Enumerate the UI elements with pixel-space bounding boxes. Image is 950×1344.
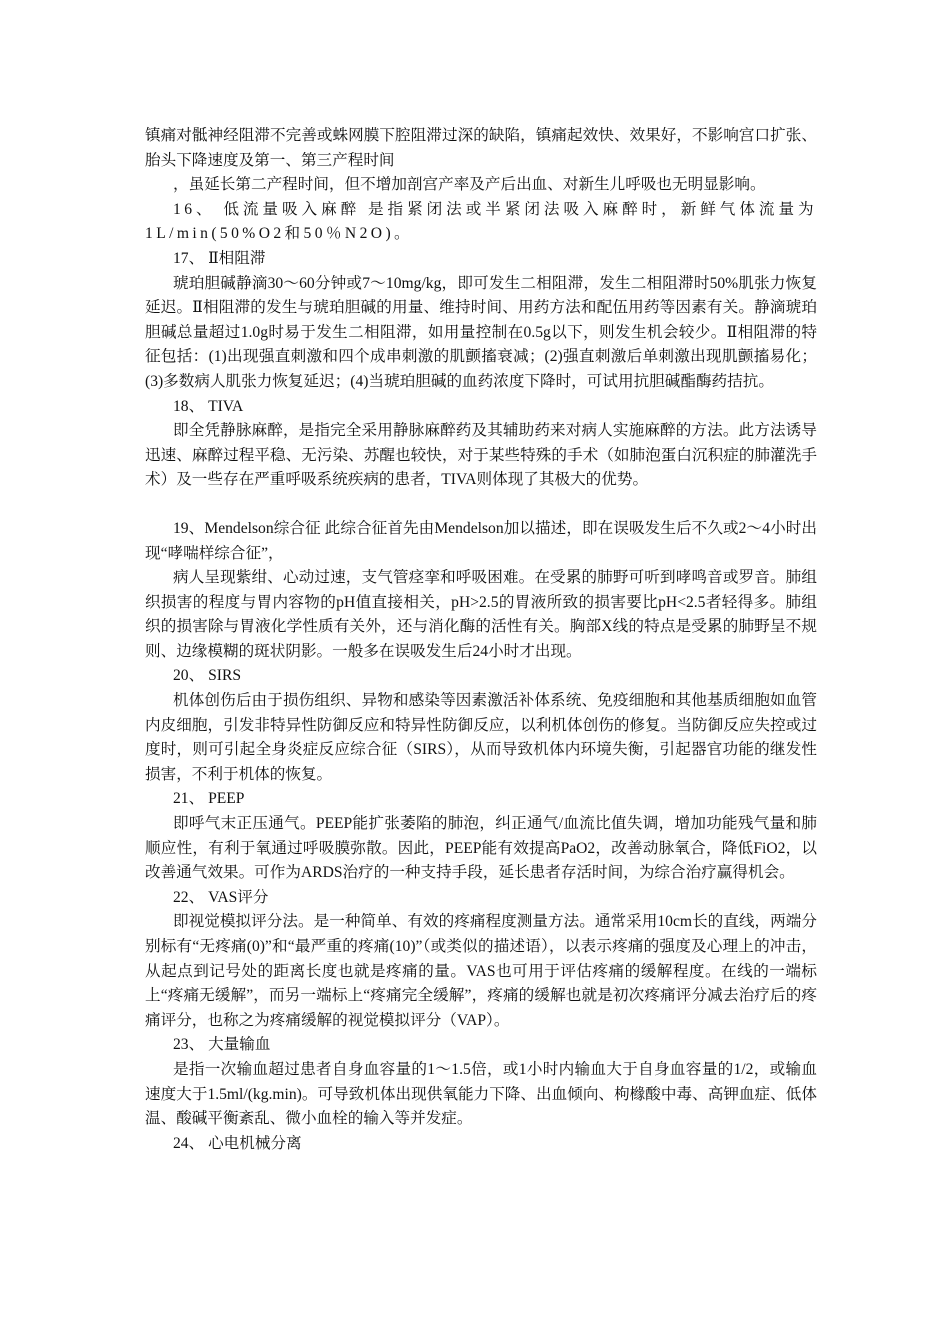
paragraph-tiva: 即全凭静脉麻醉，是指完全采用静脉麻醉药及其辅助药来对病人实施麻醉的方法。此方法诱导迅速、麻醉过程平稳、无污染、苏醒也较快，对于某些特殊的手术（如肺泡蛋白沉积症的肺灌洗手术）及一些存在严重呼吸系统疾病的患者，TIVA则体现了其极大的优势。 bbox=[145, 422, 817, 489]
paragraph-vas-score: 即视觉模拟评分法。是一种简单、有效的疼痛程度测量方法。通常采用10cm长的直线，两端分别标有“无疼痛(0)”和“最严重的疼痛(10)”（或类似的描述语），以表示疼痛的强度及心理上的冲击，从起点到记号处的距离长度也就是疼痛的量。VAS也可用于评估疼痛的缓解程度。在线的一端标上“疼痛无缓解”，而另一端标上“疼痛完全缓解”，疼痛的缓解也就是初次疼痛评分减去治疗后的疼痛评分，也称之为疼痛缓解的视觉模拟评分（VAP）。 bbox=[145, 913, 817, 1029]
document-body bbox=[145, 124, 817, 1156]
paragraph-sirs: 机体创伤后由于损伤组织、异物和感染等因素激活补体系统、免疫细胞和其他基质细胞如血管内皮细胞，引发非特异性防御反应和特异性防御反应，以利机体创伤的修复。当防御反应失控或过度时，则可引起全身炎症反应综合征（SIRS），从而导致机体内环境失衡，引起器官功能的继发性损害，不利于机体的恢复。 bbox=[145, 692, 817, 783]
blank-line bbox=[145, 493, 817, 517]
paragraph-mendelson-syndrome: 19、Mendelson综合征 此综合征首先由Mendelson加以描述，即在误吸发生后不久或2～4小时出现“哮喘样综合征”， bbox=[145, 519, 817, 562]
heading-massive-transfusion: 23、 大量输血 bbox=[173, 1036, 271, 1054]
heading-vas-score: 22、 VAS评分 bbox=[173, 888, 269, 906]
heading-phase-ii-block: 17、 Ⅱ相阻滞 bbox=[173, 249, 266, 267]
paragraph-mendelson-symptoms: 病人呈现紫绀、心动过速，支气管痉挛和呼吸困难。在受累的肺野可听到哮鸣音或罗音。肺组织损害的程度与胃内容物的pH值直接相关，pH>2.5的胃液所致的损害要比pH<2.5者轻得多。肺组织的损害除与胃液化学性质有关外，还与消化酶的活性有关。胸部X线的特点是受累的肺野呈不规则、边缘模糊的斑状阴影。一般多在误吸发生后24小时才出现。 bbox=[145, 569, 817, 660]
heading-sirs: 20、 SIRS bbox=[173, 667, 242, 685]
paragraph-massive-transfusion: 是指一次输血超过患者自身血容量的1～1.5倍，或1小时内输血大于自身血容量的1/2，或输血速度大于1.5ml/(kg.min)。可导致机体出现供氧能力下降、出血倾向、枸橼酸中毒、高钾血症、低体温、酸碱平衡紊乱、微小血栓的输入等并发症。 bbox=[145, 1060, 817, 1128]
heading-tiva: 18、 TIVA bbox=[173, 397, 244, 415]
paragraph-epidural-analgesia: 镇痛对骶神经阻滞不完善或蛛网膜下腔阻滞过深的缺陷，镇痛起效快、效果好，不影响宫口扩张、胎头下降速度及第一、第三产程时间 bbox=[145, 127, 817, 169]
heading-peep: 21、 PEEP bbox=[173, 790, 245, 808]
paragraph-low-flow-anesthesia: 16、 低流量吸入麻醉 是指紧闭法或半紧闭法吸入麻醉时，新鲜气体流量为1L/min(50%O2和50％N2O)。 bbox=[145, 200, 817, 243]
paragraph-peep: 即呼气末正压通气。PEEP能扩张萎陷的肺泡，纠正通气/血流比值失调，增加功能残气量和肺顺应性，有利于氧通过呼吸膜弥散。因此，PEEP能有效提高PaO2，改善动脉氧合，降低FiO2，以改善通气效果。可作为ARDS治疗的一种支持手段，延长患者存活时间，为综合治疗赢得机会。 bbox=[145, 815, 817, 882]
paragraph-phase-ii-block: 琥珀胆碱静滴30～60分钟或7～10mg/kg，即可发生二相阻滞，发生二相阻滞时50%肌张力恢复延迟。Ⅱ相阻滞的发生与琥珀胆碱的用量、维持时间、用药方法和配伍用药等因素有关。静滴琥珀胆碱总量超过1.0g时易于发生二相阻滞，如用量控制在0.5g以下，则发生机会较少。Ⅱ相阻滞的特征包括：(1)出现强直刺激和四个成串刺激的肌颤搐衰减；(2)强直刺激后单刺激出现肌颤搐易化；(3)多数病人肌张力恢复延迟；(4)当琥珀胆碱的血药浓度下降时，可试用抗胆碱酯酶药拮抗。 bbox=[145, 274, 817, 390]
heading-electromechanical-dissociation: 24、 心电机械分离 bbox=[173, 1134, 302, 1152]
paragraph-labor-effect: ，虽延长第二产程时间，但不增加剖宫产率及产后出血、对新生儿呼吸也无明显影响。 bbox=[173, 176, 766, 194]
